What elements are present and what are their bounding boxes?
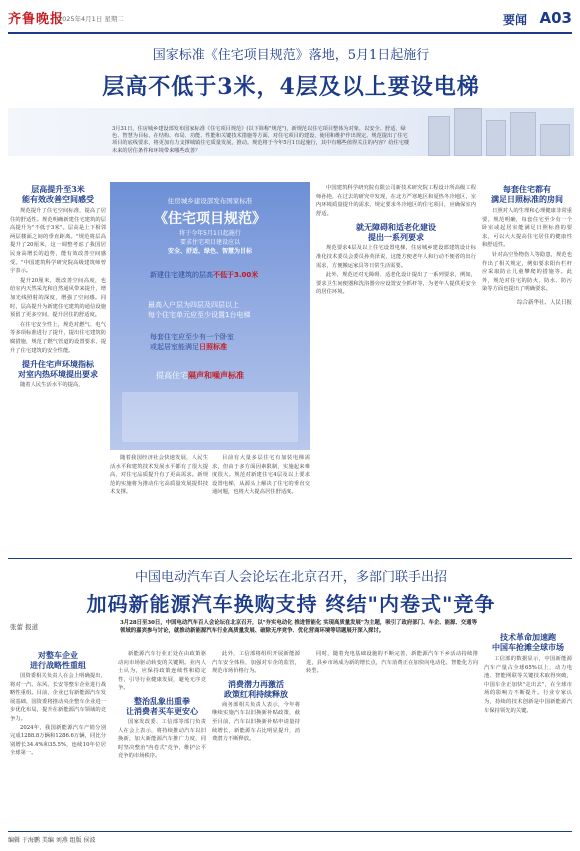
- info-line: 住房城乡建设部发布国家标准: [167, 197, 253, 205]
- subheading: 消费潜力再激活 政策红利持续释放: [224, 678, 288, 699]
- building-illustration: [540, 124, 570, 156]
- paragraph: 在住宅安全性上，规范对燃气、电气等多项标准进行了提升，提出住宅建筑防腐措施，规范了燃气管道的设置要求，提升了住宅建筑的安全性能。: [10, 321, 106, 354]
- info-item-text: 最高入户层为四层及四层以上: [148, 301, 239, 309]
- info-item-text: 或起居室能满足: [150, 343, 199, 351]
- paragraph: 提升20厘米，既改善空间高度，也给室内天然采光和自然通风带来提升，增加光线照射的深度，增强了空间感。同时，层高提升为新建住宅建筑的通信设施预留了更多空间，提升居住的舒适度。: [10, 277, 106, 319]
- paragraph: 规范要求4层及以上住宅设置电梯，住房城乡建设部建筑设计标准化技术委员会委员孙英泽说，这能方便老年人和行动不便者的出行需求，方便搬运家具等日常生活需要。: [316, 245, 476, 269]
- source-credit: 综合新华社、人民日报: [516, 299, 572, 306]
- story1-column-3: [316, 184, 476, 554]
- paragraph: 日照对人的生理和心理健康非常重要。规范明确，每套住宅至少有一个卧室或起居室能满足日照标准的要求，可以大大提高住宅居住的健康性和舒适性。: [482, 208, 572, 249]
- story1-lead: 3月31日，住房城乡建设部发布国家标准《住宅项目规范》(以下简称"规范")，新规范以住宅项目整体为对象，以安全、舒适、绿色、智慧为目标，在结构、布局、功能、性能和关键技术措施等方面，对住宅项目的建设、使用和维护作出规定。规范提出了住宅项目的底线要求，将更加有力支撑城镇住宅质量发展，推动。规范将于今年5月1日起施行，其中有哪些值得关注的内容？给住宅楼未来的居住条件和环境带来哪些改善？: [112, 126, 410, 154]
- building-illustration: [510, 112, 536, 156]
- paragraph: 商务部相关负责人表示，今年将继续实施汽车以旧换新补贴政策，截至目前，汽车以旧换新补贴申请量持续增长，新能源车占比明显提升，消费潜力不断释放。: [212, 701, 300, 743]
- subheading: 整治乱象出重拳 让消费者买车更安心: [126, 695, 198, 716]
- paragraph: 规范提升了住宅空间标准，提高了居住的舒适性。规范明确新建住宅建筑的层高提升为"不低于3米"。层高是上下相邻两层楼面之间的垂直距离。"规范将层高提升了20厘米，这一调整考虑了我国居民身高增长的趋势，能有效改善空间感受。"中国建筑科学研究院高级建筑师曾宇表示。: [10, 208, 106, 275]
- building-illustration: [486, 120, 506, 156]
- editor-credits: 编辑 于海鹏 美编 刘燕 组版 侯波: [8, 837, 96, 844]
- subheading: 每套住宅都有 满足日照标准的房间: [491, 184, 563, 204]
- story2-kicker: 中国电动汽车百人会论坛在北京召开，多部门联手出招: [134, 570, 447, 585]
- building-silhouette: [122, 392, 298, 442]
- story1-kicker: 国家标准《住宅项目规范》落地，5月1日起施行: [152, 48, 430, 63]
- info-item: [150, 332, 310, 352]
- infographic-panel: [110, 182, 310, 450]
- info-item: [150, 270, 310, 280]
- paragraph: 针对高空坠物伤人等隐患，规范也作出了相关规定，例如要求阳台栏杆应采取防止儿童攀爬的措施等。此外，规范对住宅的防火、防水、防污染等方面也提出了明确要求。: [482, 251, 572, 293]
- info-item-text: 提高住宅: [156, 371, 188, 380]
- paragraph: 工信部的数据显示，中国新能源汽车产量占全球65%以上，动力电池、智能网联等关键技术取得突破，中国车企正加快"走出去"，在全球市场的影响力不断提升。行业专家认为，持续的技术创新是中国新能源汽车保持领先的关键。: [484, 656, 572, 714]
- info-item: [156, 370, 316, 381]
- story2-column-1: [10, 650, 106, 828]
- issue-date: 2025年4月1日 星期二: [58, 15, 124, 23]
- story2-headline: 加码新能源汽车换购支持 终结"内卷式"竞争: [86, 592, 496, 616]
- info-item-highlight: 不低于3.00米: [213, 271, 259, 279]
- story2-lead: 3月28日至30日，中国电动汽车百人会论坛在北京召开，以"夯实电动化 推进智能化 实现高质量发展"为主题，吸引了政府部门、车企、能源、交通等领域的嘉宾参与讨论，就推动新能源汽车行业高质量发展、破除无序竞争、优化营商环境等话题展开深入探讨。: [120, 620, 477, 634]
- info-item-highlight: 日照标准: [199, 343, 227, 351]
- section-divider: [8, 558, 572, 559]
- paragraph: 国资委相关负责人在会上明确提出，将对一汽、东风、长安等整车企业进行战略性重组。目前，企业已有新能源汽车发展基础，国资委将推动央企整车企业进一步优化布局，提升在新能源汽车领域的竞争力。: [10, 673, 106, 722]
- paragraph: 国家发改委、工信部等部门负责人在会上表示，将持续推动汽车以旧换新，加大新能源汽车推广力度，同时坚决整治"内卷式"竞争，维护公平竞争的市场秩序。: [118, 718, 206, 760]
- story2-column-4: [306, 650, 478, 828]
- masthead: [8, 4, 572, 34]
- subheading: 层高提升至3米 能有效改善空间感受: [22, 184, 94, 204]
- byline: 张蕾 报道: [10, 623, 39, 631]
- newspaper-logo: 齐鲁晚报: [8, 12, 65, 27]
- info-line: 安全、舒适、绿色、智慧为目标: [167, 248, 252, 255]
- page-footer: [8, 831, 572, 845]
- subheading: 就无障碍和适老化建设 提出一系列要求: [356, 222, 436, 243]
- section-name: 要闻: [502, 13, 527, 27]
- paragraph: 随着人民生活水平的提高，: [20, 382, 84, 389]
- building-illustration: [454, 108, 482, 156]
- info-line: 要求住宅项目建设应以: [179, 239, 240, 246]
- info-item-text: 新建住宅建筑的层高: [150, 271, 213, 279]
- info-line: 将于今年5月1日起施行: [179, 230, 241, 237]
- info-item-text: 每个住宅单元应至少设置1台电梯: [148, 311, 251, 319]
- subheading: 技术革命加速跑 中国车抢滩全球市场: [492, 632, 564, 652]
- paragraph: 2024年，我国新能源汽车产销分别完成1288.8万辆和1286.6万辆，同比分别增长34.4%和35.5%，连续10年位居全球第一。: [10, 724, 106, 757]
- info-item-text: 每套住宅应至少有一个卧室: [150, 333, 234, 341]
- page-number: A03: [539, 9, 572, 27]
- paragraph: 中国建筑科学研究院有限公司新技术研究院工程设计所高级工程师孙艳，在过去的研究中发现，在北方严寒地区和夏热冬冷地区，室内环境质量提升的需求，规定要求冬冷地区的住宅项目，应确保室内舒适。: [316, 185, 476, 217]
- story1-headline: 层高不低于3米，4层及以上要设电梯: [102, 74, 480, 100]
- info-item: [148, 300, 308, 320]
- paragraph: 同时，随着充电基础设施的不断完善，新能源汽车下乡活动持续推进，县乡市场成为新的增长点，汽车消费正在加快向电动化、智能化方向转型。: [306, 651, 478, 675]
- story1-column-4: [482, 184, 572, 554]
- paragraph: 随着我国经济社会快速发展，人民生活水平和建筑技术发展水平都有了很大提高，对住宅品质提升有了更高需求。新规范的实施将为推动住宅高质量发展提供技术支撑。: [110, 455, 208, 496]
- story2-column-2: [118, 650, 206, 828]
- paragraph: 此外，规范还对无障碍、适老化设计提出了一系列要求，例如，要求卫生间便器和洗浴器旁应设置安全抓杆等，为老年人提供更安全的居住环境。: [316, 272, 476, 296]
- paragraph: 新能源汽车行业正处在由政策驱动向市场驱动转变的关键期。业内人士认为，应保持政策连续性和稳定性，引导行业健康发展，避免无序竞争。: [118, 651, 206, 692]
- story2-column-5: [484, 632, 572, 828]
- subheading: 对整车企业 进行战略性重组: [30, 650, 86, 670]
- paragraph: 目前有大量多层住宅有加装电梯需求，但由于多方面因素限制，实施起来难度很大。规范对新建住宅4层及以上要求设置电梯，从源头上解决了住宅的垂直交通问题，也将大大提高居住舒适度。: [212, 455, 310, 496]
- story2-column-3: [212, 650, 300, 828]
- subheading: 提升住宅声环境指标 对室内热环境提出要求: [18, 359, 98, 380]
- info-item-highlight: 隔声和噪声标准: [188, 371, 244, 380]
- info-title: 《住宅项目规范》: [154, 211, 266, 227]
- story1-column-1: [10, 184, 106, 554]
- building-illustration: [428, 116, 450, 156]
- paragraph: 此外，工信部将组织开展新能源汽车安全体检，加强对车企的监管，规范市场价格行为。: [212, 651, 300, 675]
